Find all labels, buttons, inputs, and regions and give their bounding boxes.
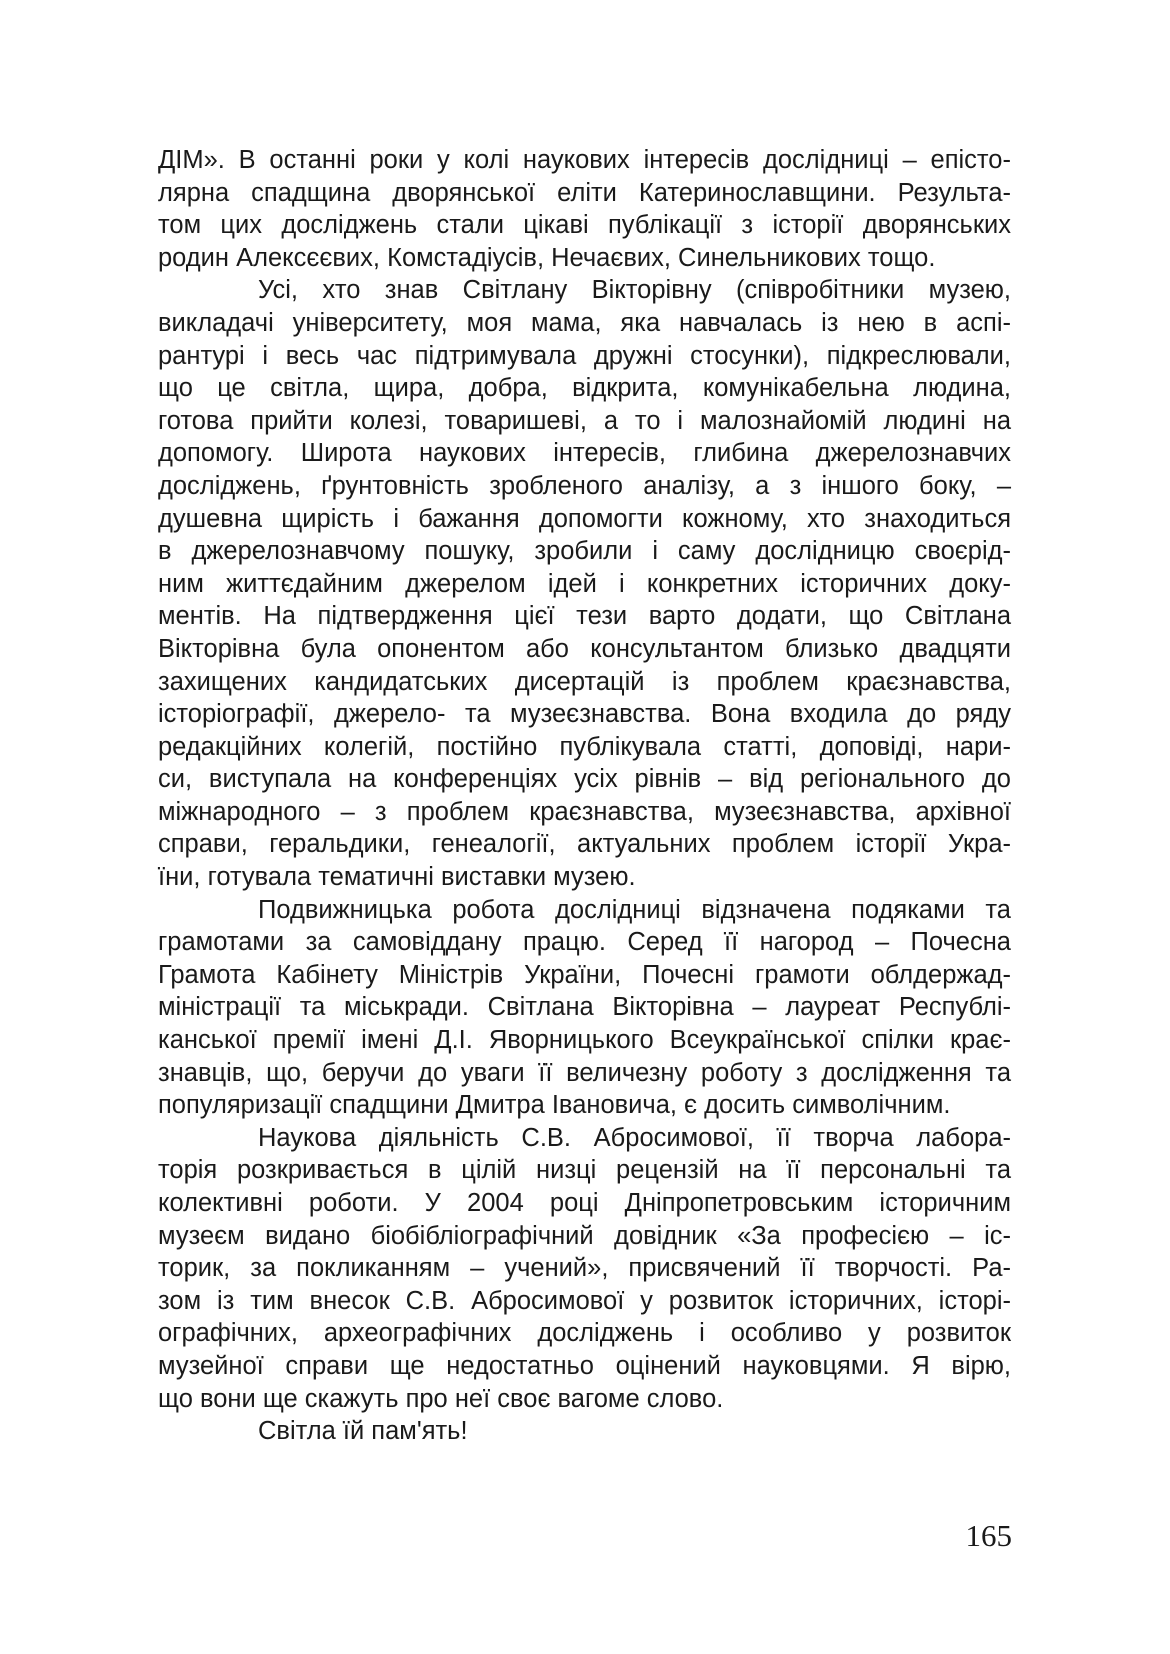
text-line: Наукова діяльність С.В. Абросимової, її творча лабора- xyxy=(258,1123,1011,1152)
paragraph xyxy=(158,144,1011,274)
paragraph xyxy=(158,1415,1011,1448)
text-line: що вони ще скажуть про неї своє вагоме слово. xyxy=(158,1384,724,1413)
text-line: Подвижницька робота дослідниці відзначена подяками та xyxy=(258,895,1011,924)
text-line: колективні роботи. У 2004 році Дніпропетровським історичним xyxy=(158,1189,1011,1217)
text-line: захищених кандидатських дисертацій із проблем краєзнавства, xyxy=(158,667,1011,696)
paragraph xyxy=(158,274,1011,893)
paragraph xyxy=(158,1122,1011,1415)
text-line: Вікторівна була опонентом або консультантом близько двадцяти xyxy=(158,634,1011,663)
text-line: зом із тим внесок С.В. Абросимової у розвиток історичних, історі- xyxy=(158,1286,1011,1315)
text-line: допомогу. Широта наукових інтересів, глибина джерелознавчих xyxy=(158,439,1011,468)
page-number: 165 xyxy=(965,1518,1012,1553)
text-line: рантурі і весь час підтримувала дружні стосунки), підкреслювали, xyxy=(158,341,1011,370)
paragraph xyxy=(158,894,1011,1122)
text-line: торія розкривається в цілій низці рецензій на її персональні та xyxy=(158,1156,1011,1185)
text-line: історіографії, джерело- та музеєзнавства. Вона входила до ряду xyxy=(158,700,1011,729)
text-line: в джерелознавчому пошуку, зробили і саму дослідницю своєрід- xyxy=(158,537,1011,566)
text-line: Усі, хто знав Світлану Вікторівну (співробітники музею, xyxy=(258,276,1011,305)
text-line: їни, готувала тематичні виставки музею. xyxy=(158,863,636,892)
text-line: готова прийти колезі, товаришеві, а то і малознайомій людині на xyxy=(158,406,1011,435)
text-line: торик, за покликанням – учений», присвячений її творчості. Ра- xyxy=(158,1254,1011,1283)
text-line: музейної справи ще недостатньо оцінений науковцями. Я вірю, xyxy=(158,1351,1011,1380)
text-line: редакційних колегій, постійно публікувала статті, доповіді, нари- xyxy=(158,732,1011,761)
text-line: міністрації та міськради. Світлана Вікторівна – лауреат Республі- xyxy=(158,993,1011,1022)
text-line: Грамота Кабінету Міністрів України, Почесні грамоти облдержад- xyxy=(158,960,1011,989)
text-line: що це світла, щира, добра, відкрита, комунікабельна людина, xyxy=(158,374,1011,403)
text-line: ним життєдайним джерелом ідей і конкретних історичних доку- xyxy=(158,569,1011,598)
text-line: викладачі університету, моя мама, яка навчалась із нею в аспі- xyxy=(158,308,1011,337)
text-line: міжнародного – з проблем краєзнавства, музеєзнавства, архівної xyxy=(158,797,1011,826)
text-line: ментів. На підтвердження цієї тези варто додати, що Світлана xyxy=(158,602,1011,631)
text-line: досліджень, ґрунтовність зробленого аналізу, а з іншого боку, – xyxy=(158,471,1011,500)
text-line: Світла їй пам'ять! xyxy=(258,1417,468,1446)
text-line: музеєм видано біобібліографічний довідник «За професією – іс- xyxy=(158,1221,1011,1250)
text-line: родин Алексєєвих, Комстадіусів, Нечаєвих, Синельникових тощо. xyxy=(158,243,936,272)
text-line: справи, геральдики, генеалогії, актуальних проблем історії Укра- xyxy=(158,830,1011,859)
text-line: ДІМ». В останні роки у колі наукових інтересів дослідниці – епісто- xyxy=(158,146,1011,174)
body-text xyxy=(158,144,1011,1448)
page-body xyxy=(158,144,1011,1448)
text-line: том цих досліджень стали цікаві публікації з історії дворянських xyxy=(158,211,1011,240)
text-line: канської премії імені Д.І. Яворницького Всеукраїнської спілки крає- xyxy=(158,1026,1011,1055)
text-line: грамотами за самовіддану працю. Серед її нагород – Почесна xyxy=(158,928,1011,957)
text-line: лярна спадщина дворянської еліти Катеринославщини. Результа- xyxy=(158,178,1011,207)
text-line: ографічних, археографічних досліджень і особливо у розвиток xyxy=(158,1319,1011,1348)
text-line: знавців, що, беручи до уваги її величезну роботу з дослідження та xyxy=(158,1058,1011,1087)
text-line: душевна щирість і бажання допомогти кожному, хто знаходиться xyxy=(158,504,1011,533)
text-line: си, виступала на конференціях усіх рівнів – від регіонального до xyxy=(158,765,1011,794)
text-line: популяризації спадщини Дмитра Івановича, є досить символічним. xyxy=(158,1091,951,1120)
